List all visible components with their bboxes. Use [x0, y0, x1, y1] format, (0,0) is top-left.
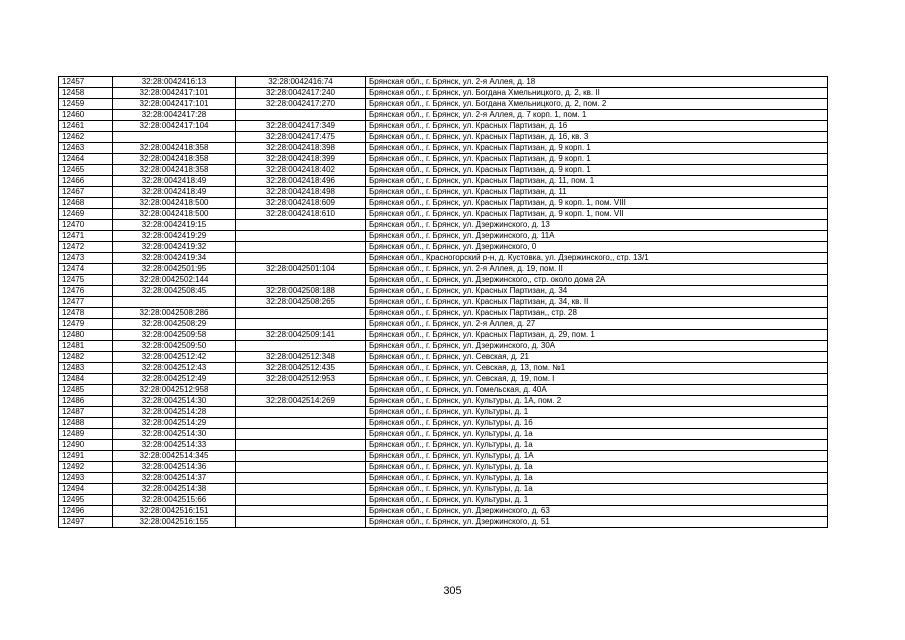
- table-row: [59, 132, 828, 143]
- parcel-cadastral-number-cell: 32:28:0042418:358: [113, 143, 236, 154]
- parcel-cadastral-number-cell: 32:28:0042514:29: [113, 418, 236, 429]
- row-number-cell: 12467: [59, 187, 113, 198]
- object-cadastral-number-cell: 32:28:0042418:399: [236, 154, 366, 165]
- object-cadastral-number-cell: 32:28:0042418:496: [236, 176, 366, 187]
- row-number-cell: 12496: [59, 506, 113, 517]
- table-row: [59, 385, 828, 396]
- parcel-cadastral-number-cell: 32:28:0042508:29: [113, 319, 236, 330]
- row-number-cell: 12494: [59, 484, 113, 495]
- table-row: [59, 440, 828, 451]
- parcel-cadastral-number-cell: [113, 297, 236, 308]
- object-cadastral-number-cell: 32:28:0042512:953: [236, 374, 366, 385]
- row-number-cell: 12460: [59, 110, 113, 121]
- table-row: [59, 154, 828, 165]
- table-row: [59, 407, 828, 418]
- table-row: [59, 330, 828, 341]
- address-cell: Брянская обл., г. Брянск, ул. Культуры, д. 1А, пом. 2: [366, 396, 828, 407]
- address-cell: Брянская обл., г. Брянск, ул. Красных Партизан, д. 9 корп. 1, пом. VII: [366, 209, 828, 220]
- table-row: [59, 484, 828, 495]
- address-cell: Брянская обл., г. Брянск, ул. Культуры, д. 1А: [366, 451, 828, 462]
- address-cell: Брянская обл., г. Брянск, ул. Севская, д. 21: [366, 352, 828, 363]
- table-row: [59, 209, 828, 220]
- parcel-cadastral-number-cell: 32:28:0042418:500: [113, 198, 236, 209]
- table-row: [59, 495, 828, 506]
- object-cadastral-number-cell: 32:28:0042501:104: [236, 264, 366, 275]
- object-cadastral-number-cell: [236, 253, 366, 264]
- object-cadastral-number-cell: 32:28:0042417:349: [236, 121, 366, 132]
- table-row: [59, 473, 828, 484]
- address-cell: Брянская обл., г. Брянск, ул. 2-я Аллея, д. 19, пом. II: [366, 264, 828, 275]
- object-cadastral-number-cell: [236, 517, 366, 528]
- table-row: [59, 121, 828, 132]
- table-row: [59, 396, 828, 407]
- table-row: [59, 451, 828, 462]
- row-number-cell: 12481: [59, 341, 113, 352]
- row-number-cell: 12497: [59, 517, 113, 528]
- parcel-cadastral-number-cell: 32:28:0042417:101: [113, 88, 236, 99]
- table-row: [59, 99, 828, 110]
- address-cell: Брянская обл., г. Брянск, ул. Культуры, д. 1а: [366, 429, 828, 440]
- address-cell: Брянская обл., г. Брянск, ул. Дзержинского, д. 63: [366, 506, 828, 517]
- parcel-cadastral-number-cell: 32:28:0042512:43: [113, 363, 236, 374]
- row-number-cell: 12478: [59, 308, 113, 319]
- parcel-cadastral-number-cell: 32:28:0042418:358: [113, 154, 236, 165]
- table-row: [59, 374, 828, 385]
- row-number-cell: 12489: [59, 429, 113, 440]
- property-table: [58, 76, 828, 528]
- address-cell: Брянская обл., г. Брянск, ул. 2-я Аллея, д. 7 корп. 1, пом. 1: [366, 110, 828, 121]
- object-cadastral-number-cell: [236, 341, 366, 352]
- row-number-cell: 12466: [59, 176, 113, 187]
- object-cadastral-number-cell: 32:28:0042418:398: [236, 143, 366, 154]
- parcel-cadastral-number-cell: 32:28:0042418:500: [113, 209, 236, 220]
- object-cadastral-number-cell: 32:28:0042509:141: [236, 330, 366, 341]
- parcel-cadastral-number-cell: 32:28:0042509:58: [113, 330, 236, 341]
- object-cadastral-number-cell: 32:28:0042514:269: [236, 396, 366, 407]
- object-cadastral-number-cell: [236, 429, 366, 440]
- parcel-cadastral-number-cell: 32:28:0042515:66: [113, 495, 236, 506]
- row-number-cell: 12463: [59, 143, 113, 154]
- address-cell: Брянская обл., г. Брянск, ул. Красных Партизан, д. 9 корп. 1: [366, 165, 828, 176]
- address-cell: Брянская обл., г. Брянск, ул. Культуры, д. 1а: [366, 473, 828, 484]
- table-row: [59, 220, 828, 231]
- row-number-cell: 12480: [59, 330, 113, 341]
- row-number-cell: 12490: [59, 440, 113, 451]
- object-cadastral-number-cell: 32:28:0042417:475: [236, 132, 366, 143]
- address-cell: Брянская обл., г. Брянск, ул. Культуры, д. 16: [366, 418, 828, 429]
- parcel-cadastral-number-cell: 32:28:0042516:151: [113, 506, 236, 517]
- property-table-body: [59, 77, 828, 528]
- object-cadastral-number-cell: [236, 242, 366, 253]
- address-cell: Брянская обл., г. Брянск, ул. Севская, д. 19, пом. I: [366, 374, 828, 385]
- row-number-cell: 12459: [59, 99, 113, 110]
- row-number-cell: 12495: [59, 495, 113, 506]
- row-number-cell: 12477: [59, 297, 113, 308]
- table-row: [59, 352, 828, 363]
- row-number-cell: 12457: [59, 77, 113, 88]
- row-number-cell: 12465: [59, 165, 113, 176]
- table-row: [59, 110, 828, 121]
- parcel-cadastral-number-cell: 32:28:0042509:50: [113, 341, 236, 352]
- row-number-cell: 12471: [59, 231, 113, 242]
- object-cadastral-number-cell: [236, 110, 366, 121]
- object-cadastral-number-cell: 32:28:0042416:74: [236, 77, 366, 88]
- address-cell: Брянская обл., г. Брянск, ул. Культуры, д. 1а: [366, 484, 828, 495]
- object-cadastral-number-cell: [236, 220, 366, 231]
- table-row: [59, 308, 828, 319]
- object-cadastral-number-cell: 32:28:0042512:348: [236, 352, 366, 363]
- address-cell: Брянская обл., г. Брянск, ул. Красных Партизан, д. 34: [366, 286, 828, 297]
- address-cell: Брянская обл., г. Брянск, ул. Богдана Хмельницкого, д. 2, кв. II: [366, 88, 828, 99]
- row-number-cell: 12483: [59, 363, 113, 374]
- object-cadastral-number-cell: [236, 275, 366, 286]
- parcel-cadastral-number-cell: 32:28:0042514:36: [113, 462, 236, 473]
- address-cell: Брянская обл., г. Брянск, ул. Дзержинского, 0: [366, 242, 828, 253]
- object-cadastral-number-cell: 32:28:0042417:240: [236, 88, 366, 99]
- address-cell: Брянская обл., г. Брянск, ул. Красных Партизан, д. 9 корп. 1: [366, 154, 828, 165]
- row-number-cell: 12462: [59, 132, 113, 143]
- address-cell: Брянская обл., г. Брянск, ул. Красных Партизан, д. 16: [366, 121, 828, 132]
- parcel-cadastral-number-cell: 32:28:0042512:958: [113, 385, 236, 396]
- object-cadastral-number-cell: [236, 506, 366, 517]
- address-cell: Брянская обл., г. Брянск, ул. Дзержинского,, стр. около дома 2А: [366, 275, 828, 286]
- table-row: [59, 506, 828, 517]
- row-number-cell: 12487: [59, 407, 113, 418]
- table-row: [59, 363, 828, 374]
- table-row: [59, 462, 828, 473]
- row-number-cell: 12458: [59, 88, 113, 99]
- object-cadastral-number-cell: [236, 440, 366, 451]
- address-cell: Брянская обл., г. Брянск, ул. 2-я Аллея, д. 27: [366, 319, 828, 330]
- object-cadastral-number-cell: 32:28:0042508:188: [236, 286, 366, 297]
- parcel-cadastral-number-cell: 32:28:0042514:30: [113, 396, 236, 407]
- address-cell: Брянская обл., г. Брянск, ул. Севская, д. 13, пом. №1: [366, 363, 828, 374]
- address-cell: Брянская обл., г. Брянск, ул. 2-я Аллея, д. 18: [366, 77, 828, 88]
- parcel-cadastral-number-cell: 32:28:0042502:144: [113, 275, 236, 286]
- object-cadastral-number-cell: 32:28:0042418:609: [236, 198, 366, 209]
- object-cadastral-number-cell: [236, 231, 366, 242]
- table-row: [59, 187, 828, 198]
- parcel-cadastral-number-cell: 32:28:0042508:45: [113, 286, 236, 297]
- parcel-cadastral-number-cell: 32:28:0042514:37: [113, 473, 236, 484]
- parcel-cadastral-number-cell: 32:28:0042419:29: [113, 231, 236, 242]
- object-cadastral-number-cell: [236, 451, 366, 462]
- object-cadastral-number-cell: [236, 319, 366, 330]
- address-cell: Брянская обл., г. Брянск, ул. Красных Партизан, д. 11, пом. 1: [366, 176, 828, 187]
- parcel-cadastral-number-cell: 32:28:0042419:15: [113, 220, 236, 231]
- address-cell: Брянская обл., г. Брянск, ул. Культуры, д. 1а: [366, 440, 828, 451]
- object-cadastral-number-cell: [236, 495, 366, 506]
- object-cadastral-number-cell: [236, 462, 366, 473]
- table-row: [59, 297, 828, 308]
- address-cell: Брянская обл., г. Брянск, ул. Дзержинского, д. 51: [366, 517, 828, 528]
- parcel-cadastral-number-cell: 32:28:0042514:28: [113, 407, 236, 418]
- table-row: [59, 242, 828, 253]
- table-row: [59, 341, 828, 352]
- table-row: [59, 264, 828, 275]
- parcel-cadastral-number-cell: 32:28:0042416:13: [113, 77, 236, 88]
- parcel-cadastral-number-cell: 32:28:0042419:34: [113, 253, 236, 264]
- address-cell: Брянская обл., г. Брянск, ул. Культуры, д. 1а: [366, 462, 828, 473]
- table-row: [59, 517, 828, 528]
- parcel-cadastral-number-cell: 32:28:0042417:101: [113, 99, 236, 110]
- row-number-cell: 12473: [59, 253, 113, 264]
- table-row: [59, 286, 828, 297]
- address-cell: Брянская обл., г. Брянск, ул. Красных Партизан,, стр. 28: [366, 308, 828, 319]
- parcel-cadastral-number-cell: 32:28:0042514:345: [113, 451, 236, 462]
- row-number-cell: 12470: [59, 220, 113, 231]
- row-number-cell: 12479: [59, 319, 113, 330]
- address-cell: Брянская обл., г. Брянск, ул. Красных Партизан, д. 16, кв. 3: [366, 132, 828, 143]
- table-row: [59, 176, 828, 187]
- parcel-cadastral-number-cell: 32:28:0042501:95: [113, 264, 236, 275]
- address-cell: Брянская обл., г. Брянск, ул. Красных Партизан, д. 34, кв. II: [366, 297, 828, 308]
- row-number-cell: 12461: [59, 121, 113, 132]
- row-number-cell: 12464: [59, 154, 113, 165]
- parcel-cadastral-number-cell: 32:28:0042418:49: [113, 176, 236, 187]
- table-row: [59, 231, 828, 242]
- object-cadastral-number-cell: [236, 473, 366, 484]
- object-cadastral-number-cell: [236, 418, 366, 429]
- parcel-cadastral-number-cell: 32:28:0042514:33: [113, 440, 236, 451]
- row-number-cell: 12493: [59, 473, 113, 484]
- table-row: [59, 88, 828, 99]
- parcel-cadastral-number-cell: 32:28:0042514:38: [113, 484, 236, 495]
- row-number-cell: 12492: [59, 462, 113, 473]
- address-cell: Брянская обл., г. Брянск, ул. Гомельская, д. 40А: [366, 385, 828, 396]
- row-number-cell: 12472: [59, 242, 113, 253]
- object-cadastral-number-cell: 32:28:0042418:498: [236, 187, 366, 198]
- object-cadastral-number-cell: [236, 385, 366, 396]
- parcel-cadastral-number-cell: 32:28:0042512:49: [113, 374, 236, 385]
- object-cadastral-number-cell: 32:28:0042508:265: [236, 297, 366, 308]
- page-number: 305: [443, 585, 462, 597]
- table-row: [59, 165, 828, 176]
- address-cell: Брянская обл., г. Брянск, ул. Красных Партизан, д. 9 корп. 1: [366, 143, 828, 154]
- address-cell: Брянская обл., г. Брянск, ул. Дзержинского, д. 11А: [366, 231, 828, 242]
- object-cadastral-number-cell: 32:28:0042418:610: [236, 209, 366, 220]
- table-row: [59, 253, 828, 264]
- object-cadastral-number-cell: 32:28:0042512:435: [236, 363, 366, 374]
- table-row: [59, 198, 828, 209]
- parcel-cadastral-number-cell: 32:28:0042418:358: [113, 165, 236, 176]
- address-cell: Брянская обл., г. Брянск, ул. Дзержинского, д. 30А: [366, 341, 828, 352]
- object-cadastral-number-cell: [236, 308, 366, 319]
- row-number-cell: 12484: [59, 374, 113, 385]
- address-cell: Брянская обл., г. Брянск, ул. Красных Партизан, д. 11: [366, 187, 828, 198]
- parcel-cadastral-number-cell: 32:28:0042418:49: [113, 187, 236, 198]
- row-number-cell: 12475: [59, 275, 113, 286]
- parcel-cadastral-number-cell: 32:28:0042419:32: [113, 242, 236, 253]
- object-cadastral-number-cell: [236, 407, 366, 418]
- table-row: [59, 418, 828, 429]
- row-number-cell: 12469: [59, 209, 113, 220]
- row-number-cell: 12474: [59, 264, 113, 275]
- parcel-cadastral-number-cell: 32:28:0042516:155: [113, 517, 236, 528]
- address-cell: Брянская обл., г. Брянск, ул. Красных Партизан, д. 29, пом. 1: [366, 330, 828, 341]
- row-number-cell: 12482: [59, 352, 113, 363]
- row-number-cell: 12476: [59, 286, 113, 297]
- table-row: [59, 429, 828, 440]
- row-number-cell: 12486: [59, 396, 113, 407]
- row-number-cell: 12485: [59, 385, 113, 396]
- parcel-cadastral-number-cell: 32:28:0042417:28: [113, 110, 236, 121]
- address-cell: Брянская обл., г. Брянск, ул. Дзержинского, д. 13: [366, 220, 828, 231]
- address-cell: Брянская обл., г. Брянск, ул. Богдана Хмельницкого, д. 2, пом. 2: [366, 99, 828, 110]
- parcel-cadastral-number-cell: 32:28:0042508:286: [113, 308, 236, 319]
- row-number-cell: 12491: [59, 451, 113, 462]
- parcel-cadastral-number-cell: 32:28:0042514:30: [113, 429, 236, 440]
- table-row: [59, 143, 828, 154]
- address-cell: Брянская обл., г. Брянск, ул. Красных Партизан, д. 9 корп. 1, пом. VIII: [366, 198, 828, 209]
- parcel-cadastral-number-cell: [113, 132, 236, 143]
- address-cell: Брянская обл., г. Брянск, ул. Культуры, д. 1: [366, 495, 828, 506]
- address-cell: Брянская обл., Красногорский р-н, д. Кустовка, ул. Дзержинского,, стр. 13/1: [366, 253, 828, 264]
- parcel-cadastral-number-cell: 32:28:0042417:104: [113, 121, 236, 132]
- object-cadastral-number-cell: 32:28:0042418:402: [236, 165, 366, 176]
- row-number-cell: 12488: [59, 418, 113, 429]
- object-cadastral-number-cell: 32:28:0042417:270: [236, 99, 366, 110]
- object-cadastral-number-cell: [236, 484, 366, 495]
- table-row: [59, 77, 828, 88]
- parcel-cadastral-number-cell: 32:28:0042512:42: [113, 352, 236, 363]
- address-cell: Брянская обл., г. Брянск, ул. Культуры, д. 1: [366, 407, 828, 418]
- table-row: [59, 319, 828, 330]
- row-number-cell: 12468: [59, 198, 113, 209]
- table-row: [59, 275, 828, 286]
